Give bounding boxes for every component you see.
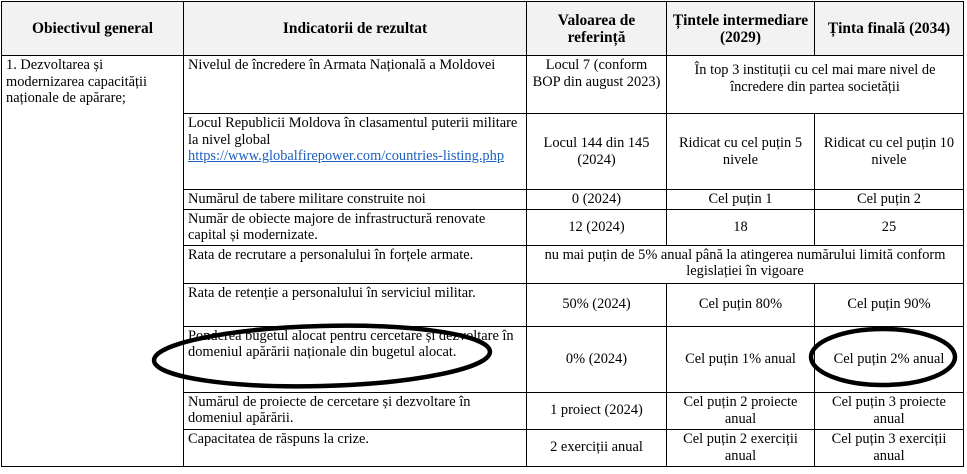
indicator-cell: Rata de recrutare a personalului în forțele armate. (184, 245, 527, 283)
intermediate-cell: 18 (667, 209, 815, 245)
indicator-cell: Capacitatea de răspuns la crize. (184, 429, 527, 466)
indicator-cell: Număr de obiecte majore de infrastructură renovate capital și modernizate. (184, 209, 527, 245)
indicator-cell: Ponderea bugetul alocat pentru cercetare și dezvoltare în domeniul apărării naționale din bugetul alocat. (184, 326, 527, 392)
reference-cell: 50% (2024) (527, 283, 667, 326)
header-row (2, 2, 964, 56)
reference-cell: 2 exerciții anual (527, 429, 667, 466)
merged-target-cell: În top 3 instituții cu cel mai mare nivel de încredere din partea societății (667, 56, 964, 114)
objectives-table (1, 1, 964, 467)
intermediate-cell: Cel puțin 80% (667, 283, 815, 326)
final-cell: 25 (815, 209, 964, 245)
indicator-cell: Nivelul de încredere în Armata Națională a Moldovei (184, 56, 527, 114)
indicator-cell: Numărul de proiecte de cercetare și dezvoltare în domeniul apărării. (184, 392, 527, 429)
objective-cell: 1. Dezvoltarea și modernizarea capacității naționale de apărare; (2, 56, 184, 467)
table-row (2, 56, 964, 114)
reference-cell: 0 (2024) (527, 190, 667, 210)
intermediate-cell: Cel puțin 1% anual (667, 326, 815, 392)
indicator-text: Locul Republicii Moldova în clasamentul puterii militare la nivel global (188, 115, 518, 148)
merged-target-cell: nu mai puțin de 5% anual până la atingerea numărului limită conform legislației în vigoare (527, 245, 964, 283)
reference-cell: 12 (2024) (527, 209, 667, 245)
final-cell: Cel puțin 2 (815, 190, 964, 210)
header-indicators: Indicatorii de rezultat (184, 2, 527, 56)
final-cell: Cel puțin 3 exerciții anual (815, 429, 964, 466)
indicator-cell: Numărul de tabere militare construite noi (184, 190, 527, 210)
header-objective: Obiectivul general (2, 2, 184, 56)
final-cell: Ridicat cu cel puțin 10 nivele (815, 114, 964, 190)
indicator-cell (184, 114, 527, 190)
reference-cell: Locul 7 (conform BOP din august 2023) (527, 56, 667, 114)
intermediate-cell: Cel puțin 2 exerciții anual (667, 429, 815, 466)
reference-cell: Locul 144 din 145 (2024) (527, 114, 667, 190)
header-intermediate: Țintele intermediare (2029) (667, 2, 815, 56)
globalfirepower-link[interactable]: https://www.globalfirepower.com/countries-listing.php (188, 148, 505, 165)
header-reference: Valoarea de referință (527, 2, 667, 56)
intermediate-cell: Cel puțin 1 (667, 190, 815, 210)
final-cell: Cel puțin 3 proiecte anual (815, 392, 964, 429)
intermediate-cell: Cel puțin 2 proiecte anual (667, 392, 815, 429)
intermediate-cell: Ridicat cu cel puțin 5 nivele (667, 114, 815, 190)
final-cell: Cel puțin 90% (815, 283, 964, 326)
final-cell: Cel puțin 2% anual (815, 326, 964, 392)
indicator-cell: Rata de retenție a personalului în serviciul militar. (184, 283, 527, 326)
reference-cell: 0% (2024) (527, 326, 667, 392)
header-final: Ținta finală (2034) (815, 2, 964, 56)
reference-cell: 1 proiect (2024) (527, 392, 667, 429)
